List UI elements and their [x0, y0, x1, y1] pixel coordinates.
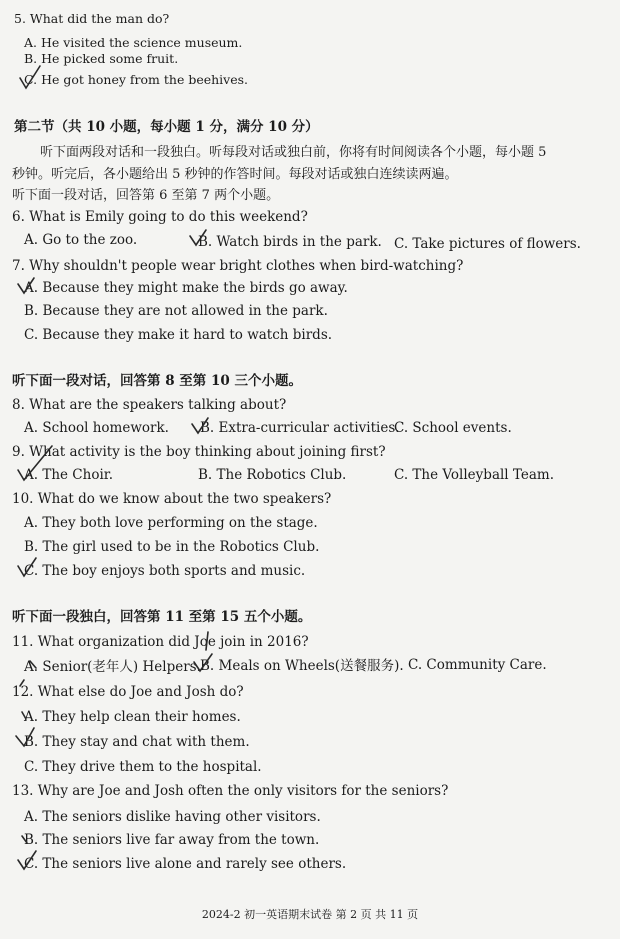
q8-option-b[interactable]: B. Extra-curricular activities. — [200, 420, 400, 436]
q6-option-a[interactable]: A. Go to the zoo. — [24, 232, 138, 248]
dialog-2-intro: 听下面一段对话，回答第 8 至第 10 三个小题。 — [12, 373, 302, 389]
q13-option-b[interactable]: B. The seniors live far away from the town. — [24, 832, 320, 848]
q12-option-b[interactable]: B. They stay and chat with them. — [24, 734, 250, 750]
q6-option-b[interactable]: B. Watch birds in the park. — [198, 234, 382, 250]
q8-question: 8. What are the speakers talking about? — [12, 397, 287, 413]
q9-option-b[interactable]: B. The Robotics Club. — [198, 467, 347, 483]
q12-option-a[interactable]: A. They help clean their homes. — [24, 709, 241, 725]
q12-option-c[interactable]: C. They drive them to the hospital. — [24, 759, 262, 775]
q11-question: 11. What organization did Joe join in 2016? — [12, 634, 309, 650]
q5-question: 5. What did the man do? — [14, 11, 170, 26]
monologue-intro: 听下面一段独白，回答第 11 至第 15 五个小题。 — [12, 609, 312, 625]
dialog-1-intro: 听下面一段对话，回答第 6 至第 7 两个小题。 — [12, 188, 280, 203]
q8-option-c[interactable]: C. School events. — [394, 420, 512, 436]
q9-question: 9. What activity is the boy thinking about joining first? — [12, 444, 386, 460]
q13-option-a[interactable]: A. The seniors dislike having other visitors. — [24, 809, 321, 825]
q10-question: 10. What do we know about the two speakers? — [12, 491, 332, 507]
q7-question: 7. Why shouldn't people wear bright clothes when bird-watching? — [12, 258, 464, 274]
q11-option-c[interactable]: C. Community Care. — [408, 657, 547, 673]
q7-option-b[interactable]: B. Because they are not allowed in the park. — [24, 303, 328, 319]
q11-option-a[interactable]: A. Senior(老年人) Helpers. — [24, 659, 201, 675]
q10-option-c[interactable]: C. The boy enjoys both sports and music. — [24, 563, 306, 579]
q13-question: 13. Why are Joe and Josh often the only visitors for the seniors? — [12, 783, 449, 799]
q13-option-c[interactable]: C. The seniors live alone and rarely see others. — [24, 856, 347, 872]
section-2-heading: 第二节（共 10 小题，每小题 1 分，满分 10 分） — [14, 119, 319, 135]
q7-option-a[interactable]: A. Because they might make the birds go away. — [24, 280, 348, 296]
section-2-instructions-line-1: 听下面两段对话和一段独白。听每段对话或独白前，你将有时间阅读各个小题，每小题 5 — [40, 145, 547, 160]
q7-option-c[interactable]: C. Because they make it hard to watch birds. — [24, 327, 333, 343]
q10-option-a[interactable]: A. They both love performing on the stage. — [24, 515, 318, 531]
page-footer: 2024-2 初一英语期末试卷 第 2 页 共 11 页 — [201, 908, 419, 921]
q8-option-a[interactable]: A. School homework. — [24, 420, 169, 436]
q5-option-a[interactable]: A. He visited the science museum. — [24, 35, 243, 50]
section-2-instructions-line-2: 秒钟。听完后，各小题给出 5 秒钟的作答时间。每段对话或独白连续读两遍。 — [12, 167, 458, 182]
q5-option-c[interactable]: C. He got honey from the beehives. — [24, 72, 249, 87]
q10-option-b[interactable]: B. The girl used to be in the Robotics Club. — [24, 539, 320, 555]
q5-option-b[interactable]: B. He picked some fruit. — [24, 51, 179, 66]
q6-option-c[interactable]: C. Take pictures of flowers. — [394, 236, 581, 252]
q6-question: 6. What is Emily going to do this weekend? — [12, 209, 308, 225]
q9-option-a[interactable]: A. The Choir. — [24, 467, 114, 483]
q12-question: 12. What else do Joe and Josh do? — [12, 684, 244, 700]
q9-option-c[interactable]: C. The Volleyball Team. — [394, 467, 555, 483]
q11-option-b[interactable]: B. Meals on Wheels(送餐服务). — [200, 658, 404, 674]
